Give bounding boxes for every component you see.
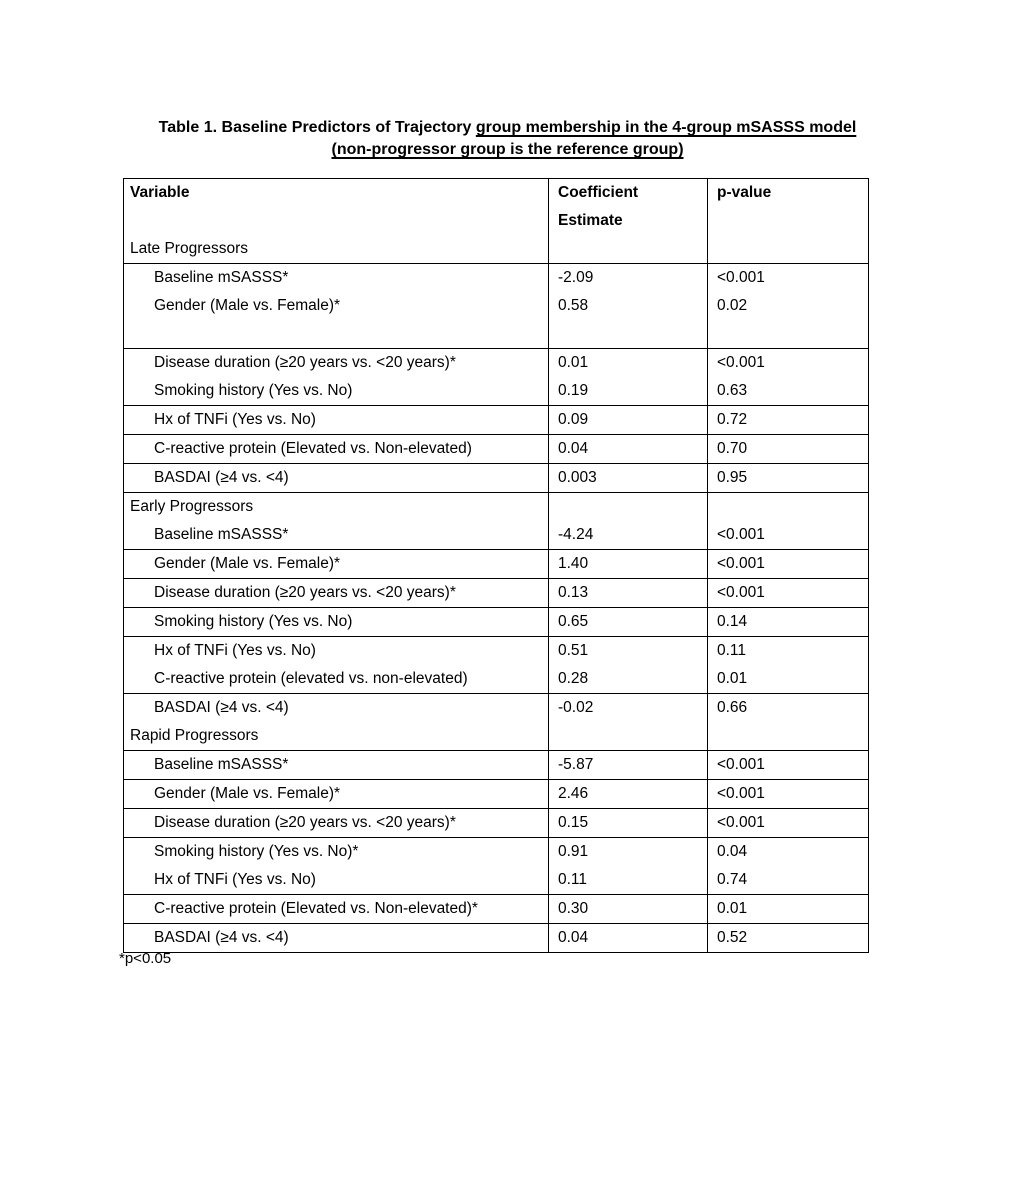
variable-line: Smoking history (Yes vs. No)*	[154, 843, 359, 860]
pvalue-line	[708, 722, 868, 750]
variable-line: Baseline mSASSS*	[154, 756, 289, 773]
variable-cell	[124, 895, 549, 924]
table-row	[124, 179, 869, 264]
pvalue-line: 0.01	[717, 670, 748, 687]
pvalue-line: 0.04	[717, 843, 748, 860]
variable-line: Smoking history (Yes vs. No)	[154, 382, 353, 399]
table-title	[0, 117, 1015, 161]
pvalue-cell	[708, 579, 869, 608]
pvalue-cell	[708, 406, 869, 435]
pvalue-cell	[708, 637, 869, 694]
variable-cell	[124, 780, 549, 809]
coefficient-cell	[549, 751, 708, 780]
pvalue-line: <0.001	[717, 785, 765, 802]
variable-line: Rapid Progressors	[130, 727, 259, 744]
coefficient-line: 0.09	[558, 411, 589, 428]
variable-cell	[124, 550, 549, 579]
coefficient-line: 0.15	[558, 814, 589, 831]
table-row	[124, 895, 869, 924]
pvalue-cell	[708, 349, 869, 406]
coefficient-cell	[549, 550, 708, 579]
variable-line: BASDAI (≥4 vs. <4)	[154, 469, 289, 486]
results-table	[123, 178, 869, 953]
coefficient-line: 0.58	[558, 297, 589, 314]
table-row	[124, 435, 869, 464]
coefficient-cell	[549, 579, 708, 608]
pvalue-line: 0.11	[717, 642, 747, 659]
coefficient-line: 0.11	[558, 871, 588, 888]
coefficient-line: -4.24	[558, 526, 594, 543]
variable-cell	[124, 349, 549, 406]
variable-line: Hx of TNFi (Yes vs. No)	[154, 642, 316, 659]
variable-line	[124, 320, 548, 348]
variable-cell	[124, 435, 549, 464]
pvalue-line: 0.14	[717, 613, 748, 630]
variable-line: Disease duration (≥20 years vs. <20 years)*	[154, 814, 456, 831]
table-row	[124, 608, 869, 637]
pvalue-line: 0.74	[717, 871, 748, 888]
pvalue-cell	[708, 751, 869, 780]
pvalue-line: <0.001	[717, 584, 765, 601]
coefficient-line	[549, 320, 707, 348]
pvalue-line	[708, 235, 868, 263]
coefficient-cell	[549, 809, 708, 838]
pvalue-cell	[708, 179, 869, 264]
pvalue-line: <0.001	[717, 354, 765, 371]
coefficient-line: 0.13	[558, 584, 589, 601]
variable-cell	[124, 809, 549, 838]
variable-line: Disease duration (≥20 years vs. <20 years)*	[154, 354, 456, 371]
pvalue-line: <0.001	[717, 526, 765, 543]
title-line-2	[0, 139, 1015, 161]
coefficient-line: -2.09	[558, 269, 594, 286]
table-row	[124, 464, 869, 493]
pvalue-cell	[708, 550, 869, 579]
coefficient-line: 1.40	[558, 555, 589, 572]
variable-cell	[124, 924, 549, 953]
variable-cell	[124, 406, 549, 435]
coefficient-cell	[549, 406, 708, 435]
coefficient-cell	[549, 694, 708, 751]
table-row	[124, 809, 869, 838]
pvalue-line: 0.66	[717, 699, 748, 716]
coefficient-line: 0.51	[558, 642, 589, 659]
variable-line: Late Progressors	[130, 240, 249, 257]
variable-line: Early Progressors	[130, 498, 254, 515]
variable-line: Hx of TNFi (Yes vs. No)	[154, 871, 316, 888]
coefficient-cell	[549, 780, 708, 809]
variable-line: BASDAI (≥4 vs. <4)	[154, 929, 289, 946]
variable-cell	[124, 179, 549, 264]
coefficient-cell	[549, 637, 708, 694]
table-row	[124, 637, 869, 694]
coefficient-cell	[549, 608, 708, 637]
variable-line: C-reactive protein (Elevated vs. Non-elevated)*	[154, 900, 478, 917]
coefficient-line	[549, 235, 707, 263]
table-row	[124, 493, 869, 550]
coefficient-cell	[549, 179, 708, 264]
pvalue-line: 0.52	[717, 929, 748, 946]
variable-line: Hx of TNFi (Yes vs. No)	[154, 411, 316, 428]
pvalue-line: 0.02	[717, 297, 748, 314]
pvalue-line: p-value	[717, 184, 772, 201]
pvalue-cell	[708, 924, 869, 953]
variable-cell	[124, 838, 549, 895]
pvalue-cell	[708, 895, 869, 924]
pvalue-line: <0.001	[717, 269, 765, 286]
coefficient-cell	[549, 349, 708, 406]
table-row	[124, 406, 869, 435]
table-row	[124, 924, 869, 953]
variable-cell	[124, 608, 549, 637]
pvalue-cell	[708, 264, 869, 349]
variable-cell	[124, 264, 549, 349]
coefficient-line	[549, 722, 707, 750]
title-text-underlined-2: (non-progressor group is the reference group)	[331, 141, 684, 158]
coefficient-cell	[549, 435, 708, 464]
pvalue-cell	[708, 780, 869, 809]
pvalue-line: <0.001	[717, 756, 765, 773]
variable-line: Gender (Male vs. Female)*	[154, 555, 341, 572]
coefficient-line: Coefficient	[558, 184, 639, 201]
coefficient-cell	[549, 924, 708, 953]
variable-line: Variable	[130, 184, 190, 201]
coefficient-cell	[549, 264, 708, 349]
table-row	[124, 264, 869, 349]
pvalue-line: 0.72	[717, 411, 748, 428]
pvalue-line: 0.01	[717, 900, 748, 917]
coefficient-line: -0.02	[558, 699, 594, 716]
coefficient-cell	[549, 895, 708, 924]
coefficient-line: -5.87	[558, 756, 594, 773]
pvalue-line	[708, 320, 868, 348]
table-row	[124, 694, 869, 751]
table-row	[124, 579, 869, 608]
coefficient-line: 0.91	[558, 843, 589, 860]
pvalue-line: <0.001	[717, 555, 765, 572]
coefficient-line	[549, 493, 707, 521]
pvalue-line: 0.95	[717, 469, 748, 486]
coefficient-line: 0.04	[558, 440, 589, 457]
variable-cell	[124, 464, 549, 493]
pvalue-cell	[708, 694, 869, 751]
pvalue-cell	[708, 435, 869, 464]
coefficient-line: 0.30	[558, 900, 589, 917]
table-row	[124, 349, 869, 406]
pvalue-cell	[708, 608, 869, 637]
coefficient-line: 2.46	[558, 785, 589, 802]
pvalue-cell	[708, 464, 869, 493]
variable-line: Baseline mSASSS*	[154, 526, 289, 543]
table-row	[124, 550, 869, 579]
variable-line: BASDAI (≥4 vs. <4)	[154, 699, 289, 716]
pvalue-line	[708, 493, 868, 521]
pvalue-line: <0.001	[717, 814, 765, 831]
pvalue-cell	[708, 493, 869, 550]
variable-line: Disease duration (≥20 years vs. <20 years)*	[154, 584, 456, 601]
table-row	[124, 780, 869, 809]
coefficient-cell	[549, 838, 708, 895]
variable-line: Baseline mSASSS*	[154, 269, 289, 286]
coefficient-line: Estimate	[558, 212, 623, 229]
variable-line: C-reactive protein (elevated vs. non-elevated)	[154, 670, 468, 687]
coefficient-cell	[549, 493, 708, 550]
variable-cell	[124, 637, 549, 694]
table-row	[124, 751, 869, 780]
variable-cell	[124, 751, 549, 780]
coefficient-line: 0.19	[558, 382, 589, 399]
pvalue-line: 0.63	[717, 382, 748, 399]
pvalue-line	[708, 207, 868, 235]
variable-line: Gender (Male vs. Female)*	[154, 785, 341, 802]
variable-cell	[124, 579, 549, 608]
coefficient-line: 0.01	[558, 354, 589, 371]
pvalue-cell	[708, 838, 869, 895]
pvalue-line: 0.70	[717, 440, 748, 457]
coefficient-line: 0.003	[558, 469, 597, 486]
title-text-underlined-1: group membership in the 4-group mSASSS model	[475, 119, 857, 136]
title-text-plain: Table 1. Baseline Predictors of Trajectory	[158, 119, 476, 136]
coefficient-cell	[549, 464, 708, 493]
variable-line	[124, 207, 548, 235]
variable-line: Smoking history (Yes vs. No)	[154, 613, 353, 630]
variable-cell	[124, 694, 549, 751]
table-row	[124, 838, 869, 895]
pvalue-cell	[708, 809, 869, 838]
variable-line: Gender (Male vs. Female)*	[154, 297, 341, 314]
coefficient-line: 0.65	[558, 613, 589, 630]
variable-line: C-reactive protein (Elevated vs. Non-elevated)	[154, 440, 472, 457]
coefficient-line: 0.28	[558, 670, 589, 687]
table-footnote: *p<0.05	[119, 950, 172, 967]
variable-cell	[124, 493, 549, 550]
title-line-1	[0, 117, 1015, 139]
coefficient-line: 0.04	[558, 929, 589, 946]
